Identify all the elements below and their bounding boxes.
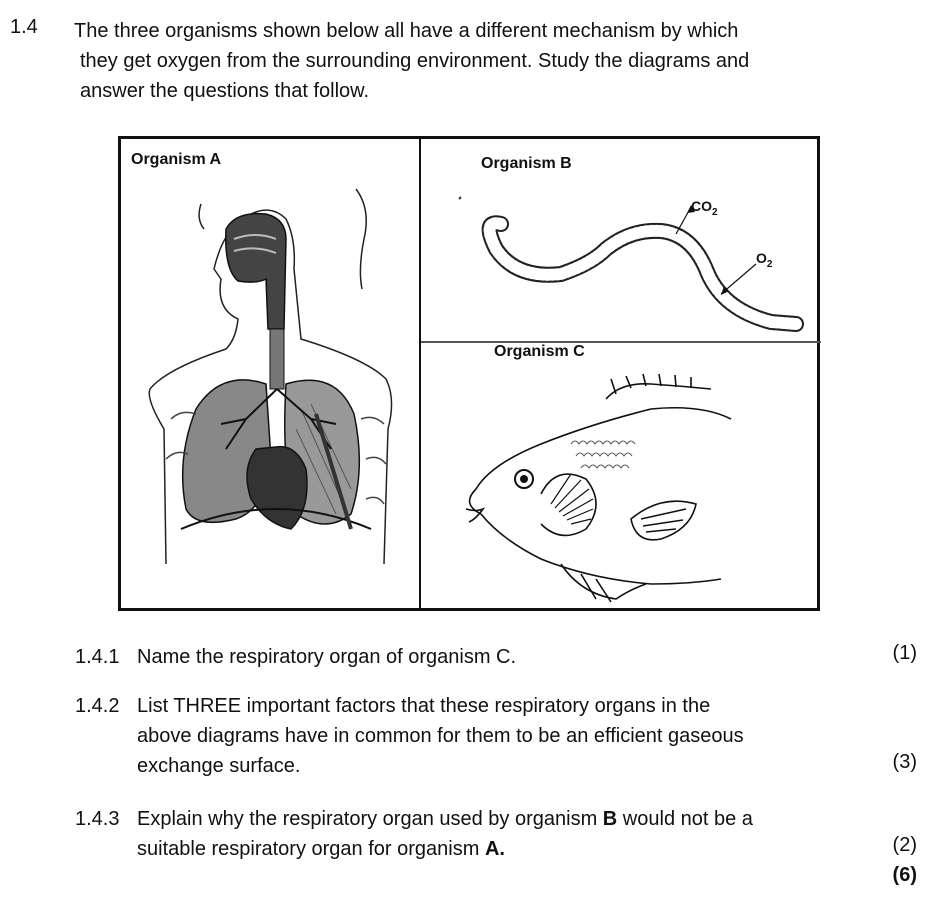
organism-a-reference: A.: [484, 838, 505, 860]
organism-b-label: Organism B: [481, 155, 572, 172]
o2-subscript: 2: [766, 258, 773, 270]
co2-text: CO: [691, 198, 712, 214]
subquestion-1-4-3: [75, 804, 753, 864]
marks-1-4-2: (3): [892, 751, 917, 773]
subquestion-text-line-2: above diagrams have in common for them to be an efficient gaseous: [137, 725, 744, 747]
subquestion-number: 1.4.3: [75, 808, 120, 830]
question-intro: [74, 16, 840, 106]
subquestion-text-line-2: suitable respiratory organ for organism: [137, 838, 485, 860]
intro-line-1: The three organisms shown below all have a different mechanism by which: [74, 20, 739, 42]
marks-1-4-1: (1): [892, 642, 917, 664]
human-respiratory-system-image: [126, 169, 416, 609]
fish-image: [421, 344, 821, 609]
subquestion-number: 1.4.1: [75, 646, 120, 668]
organism-b-reference: B: [602, 808, 618, 830]
subquestion-text-line-1: List THREE important factors that these respiratory organs in the: [137, 695, 711, 717]
question-number: 1.4: [10, 16, 38, 38]
subquestion-text: Name the respiratory organ of organism C.: [137, 646, 517, 668]
subquestion-text-line-1-end: would not be a: [617, 808, 753, 830]
subquestion-1-4-2: [75, 691, 744, 781]
intro-line-2: they get oxygen from the surrounding environment. Study the diagrams and: [80, 50, 750, 72]
organism-c-label: Organism C: [494, 343, 585, 360]
subquestion-text-line-3: exchange surface.: [137, 755, 301, 777]
subquestion-1-4-1: [75, 642, 516, 672]
total-marks: (6): [892, 864, 917, 886]
horizontal-divider: [421, 341, 821, 343]
subquestion-number: 1.4.2: [75, 695, 120, 717]
subquestion-text-line-1: Explain why the respiratory organ used by organism: [137, 808, 603, 830]
co2-subscript: 2: [712, 206, 718, 218]
intro-line-3: answer the questions that follow.: [80, 80, 370, 102]
co2-label: [691, 198, 718, 218]
earthworm-image: [421, 139, 821, 339]
organisms-figure: [118, 136, 820, 611]
organism-a-label: Organism A: [131, 151, 222, 168]
o2-text: O: [756, 250, 767, 266]
marks-1-4-3: (2): [892, 834, 917, 856]
o2-label: [756, 250, 772, 270]
